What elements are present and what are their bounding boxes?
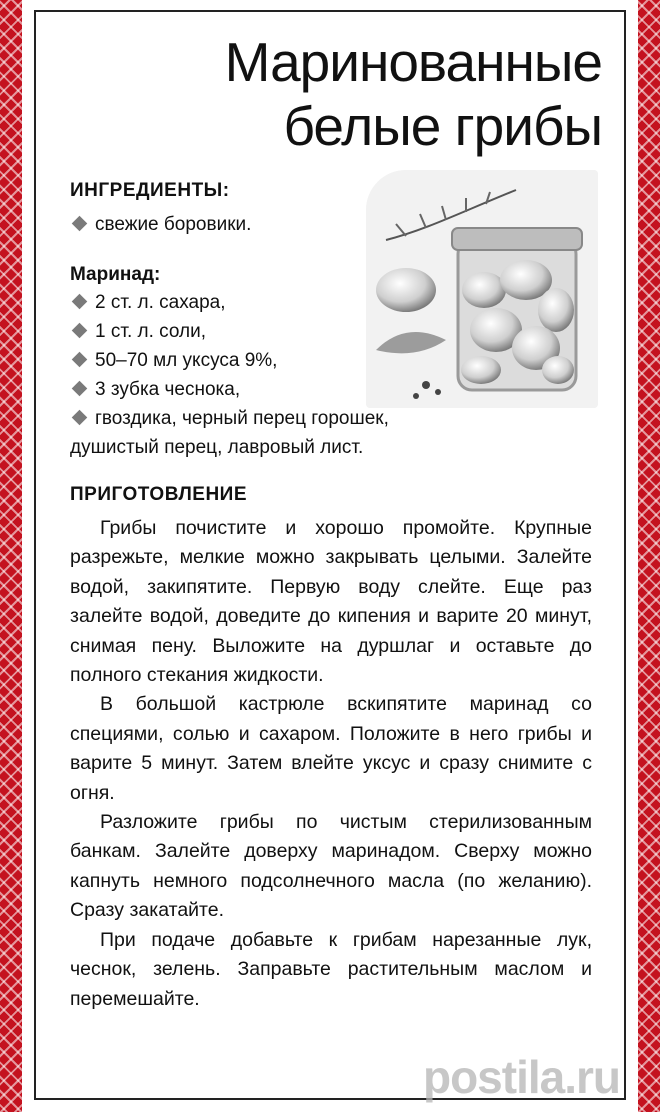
ornament-border-left <box>0 0 22 1112</box>
marinade-item: 2 ст. л. сахара, <box>70 288 590 317</box>
preparation-paragraph: В большой кастрюле вскипятите маринад со специями, солью и сахаром. Положите в него грибы и варите 5 минут. Затем влейте уксус и сразу снимите с огня. <box>70 693 592 804</box>
title-line-1: Маринованные <box>224 31 602 93</box>
marinade-item: 1 ст. л. соли, <box>70 317 590 346</box>
ingredient-item: свежие боровики. <box>70 210 370 239</box>
marinade-item: 50–70 мл уксуса 9%, <box>70 346 590 375</box>
marinade-item: 3 зубка чеснока, <box>70 375 590 404</box>
marinade-item: гвоздика, черный перец горошек, <box>70 404 590 433</box>
bullet-diamond-icon <box>72 410 88 426</box>
ingredients-section <box>70 180 370 239</box>
bullet-diamond-icon <box>72 216 88 232</box>
preparation-paragraph: При подаче добавьте к грибам нарезанные лук, чеснок, зелень. Заправьте растительным маслом и перемешайте. <box>70 928 592 1010</box>
marinade-heading: Маринад: <box>70 264 161 285</box>
recipe-title <box>60 30 602 158</box>
watermark: postila.ru <box>422 1051 620 1103</box>
marinade-section <box>70 262 590 462</box>
preparation-text <box>70 514 592 1014</box>
marinade-continuation: душистый перец, лавровый лист. <box>70 437 364 458</box>
bullet-diamond-icon <box>72 323 88 339</box>
bullet-diamond-icon <box>72 352 88 368</box>
bullet-diamond-icon <box>72 294 88 310</box>
preparation-heading: ПРИГОТОВЛЕНИЕ <box>70 484 247 505</box>
ingredients-heading: ИНГРЕДИЕНТЫ: <box>70 180 230 201</box>
bullet-diamond-icon <box>72 381 88 397</box>
preparation-paragraph: Разложите грибы по чистым стерилизованным банкам. Залейте доверху маринадом. Сверху можно капнуть немного подсолнечного масла (по желанию). Сразу закатайте. <box>70 811 592 922</box>
title-line-2: белые грибы <box>283 95 602 157</box>
preparation-paragraph: Грибы почистите и хорошо промойте. Крупные разрежьте, мелкие можно закрывать целыми. Залейте водой, закипятите. Первую воду слейте. Еще раз залейте водой, доведите до кипения и варите 20 минут, снимая пену. Выложите на дуршлаг и оставьте до полного стекания жидкости. <box>70 517 592 687</box>
ornament-border-right <box>638 0 660 1112</box>
